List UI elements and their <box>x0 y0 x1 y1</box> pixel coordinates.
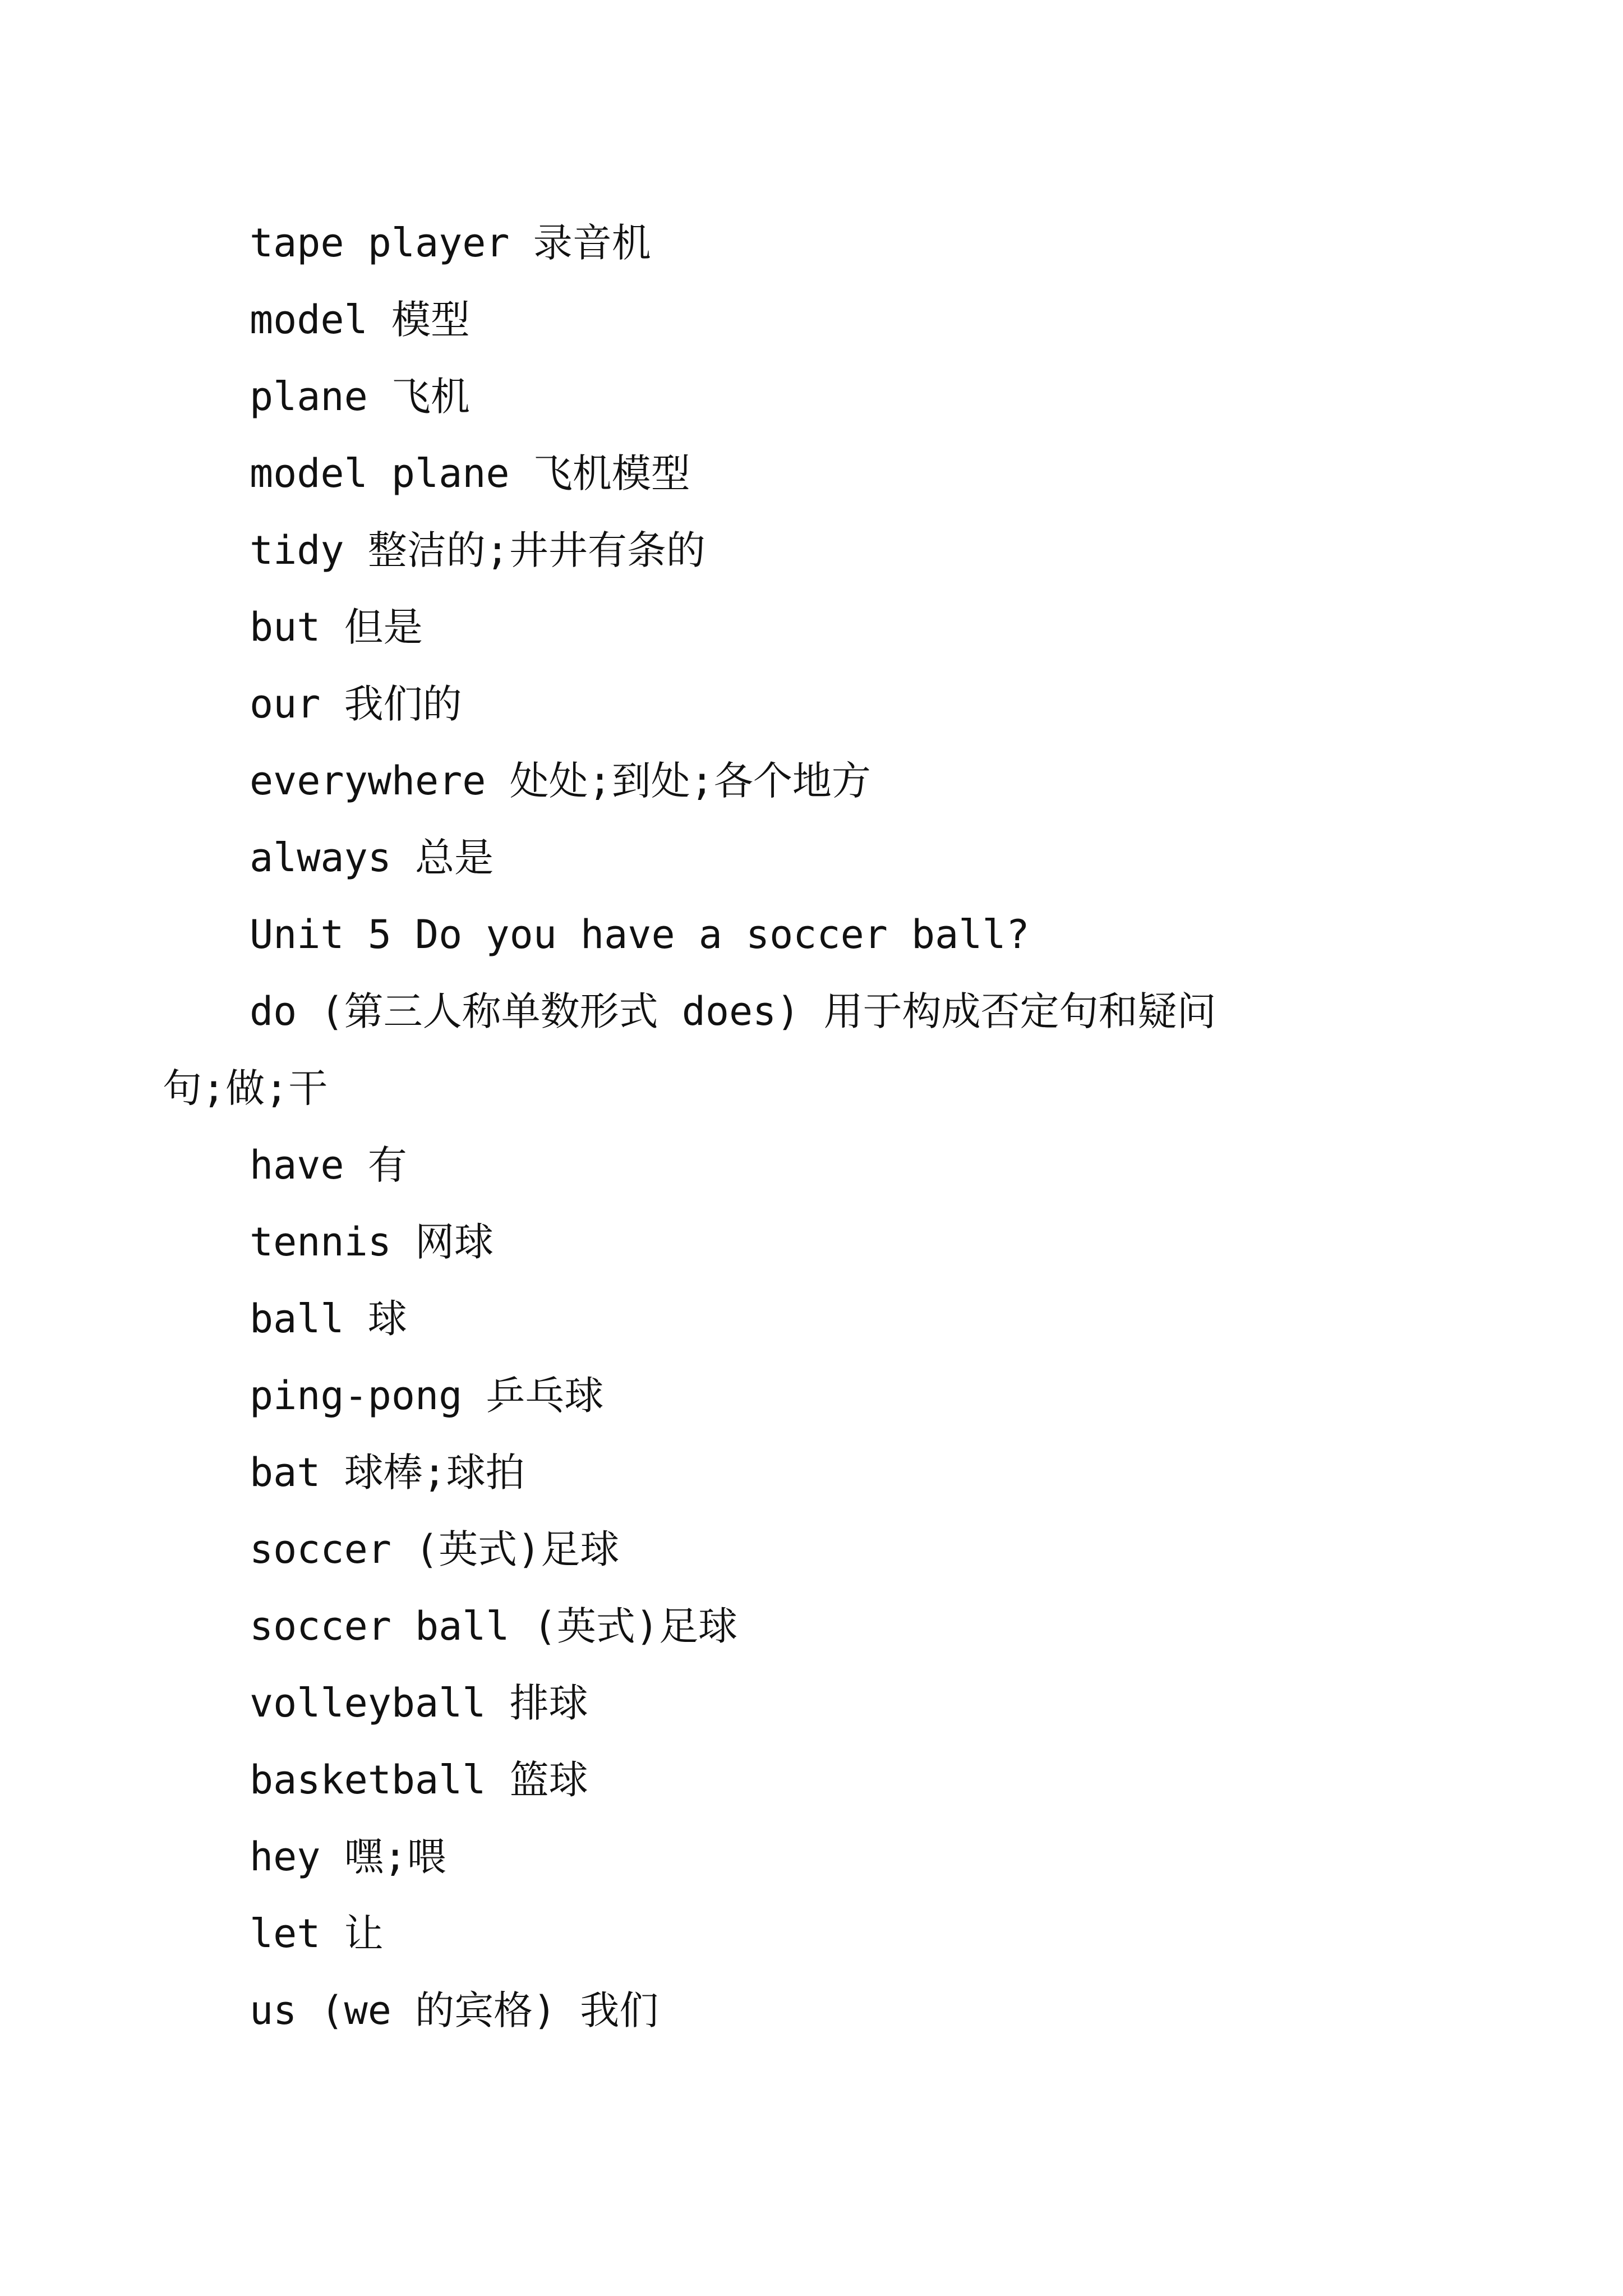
vocab-line: model plane 飞机模型 <box>250 450 690 496</box>
vocab-line: tape player 录音机 <box>250 220 651 266</box>
vocab-line-wrapped-rest: 句;做;干 <box>163 1065 328 1111</box>
vocab-line: soccer (英式)足球 <box>250 1526 620 1572</box>
vocab-line: tennis 网球 <box>250 1219 494 1265</box>
vocab-line: always 总是 <box>250 835 494 881</box>
vocab-line: but 但是 <box>250 604 423 650</box>
vocab-line: bat 球棒;球拍 <box>250 1450 525 1496</box>
vocab-line: everywhere 处处;到处;各个地方 <box>250 758 871 804</box>
vocab-line: volleyball 排球 <box>250 1680 588 1726</box>
vocab-line: plane 飞机 <box>250 374 470 420</box>
vocab-line: us (we 的宾格) 我们 <box>250 1987 659 2033</box>
vocab-line: ping-pong 乒乓球 <box>250 1373 604 1419</box>
vocab-line: ball 球 <box>250 1296 407 1342</box>
vocabulary-list <box>163 205 1399 2049</box>
vocab-line: let 让 <box>250 1911 384 1957</box>
vocab-line: basketball 篮球 <box>250 1757 588 1803</box>
vocab-line: hey 嘿;喂 <box>250 1834 446 1880</box>
vocab-line-wrapped-first: do (第三人称单数形式 does) 用于构成否定句和疑问 <box>250 988 1216 1034</box>
vocab-line: model 模型 <box>250 297 470 343</box>
vocab-line: our 我们的 <box>250 681 462 727</box>
vocab-line: tidy 整洁的;井井有条的 <box>250 527 706 573</box>
vocab-line: soccer ball (英式)足球 <box>250 1603 738 1649</box>
unit-heading: Unit 5 Do you have a soccer ball? <box>250 912 1030 958</box>
vocab-line: have 有 <box>250 1142 407 1188</box>
